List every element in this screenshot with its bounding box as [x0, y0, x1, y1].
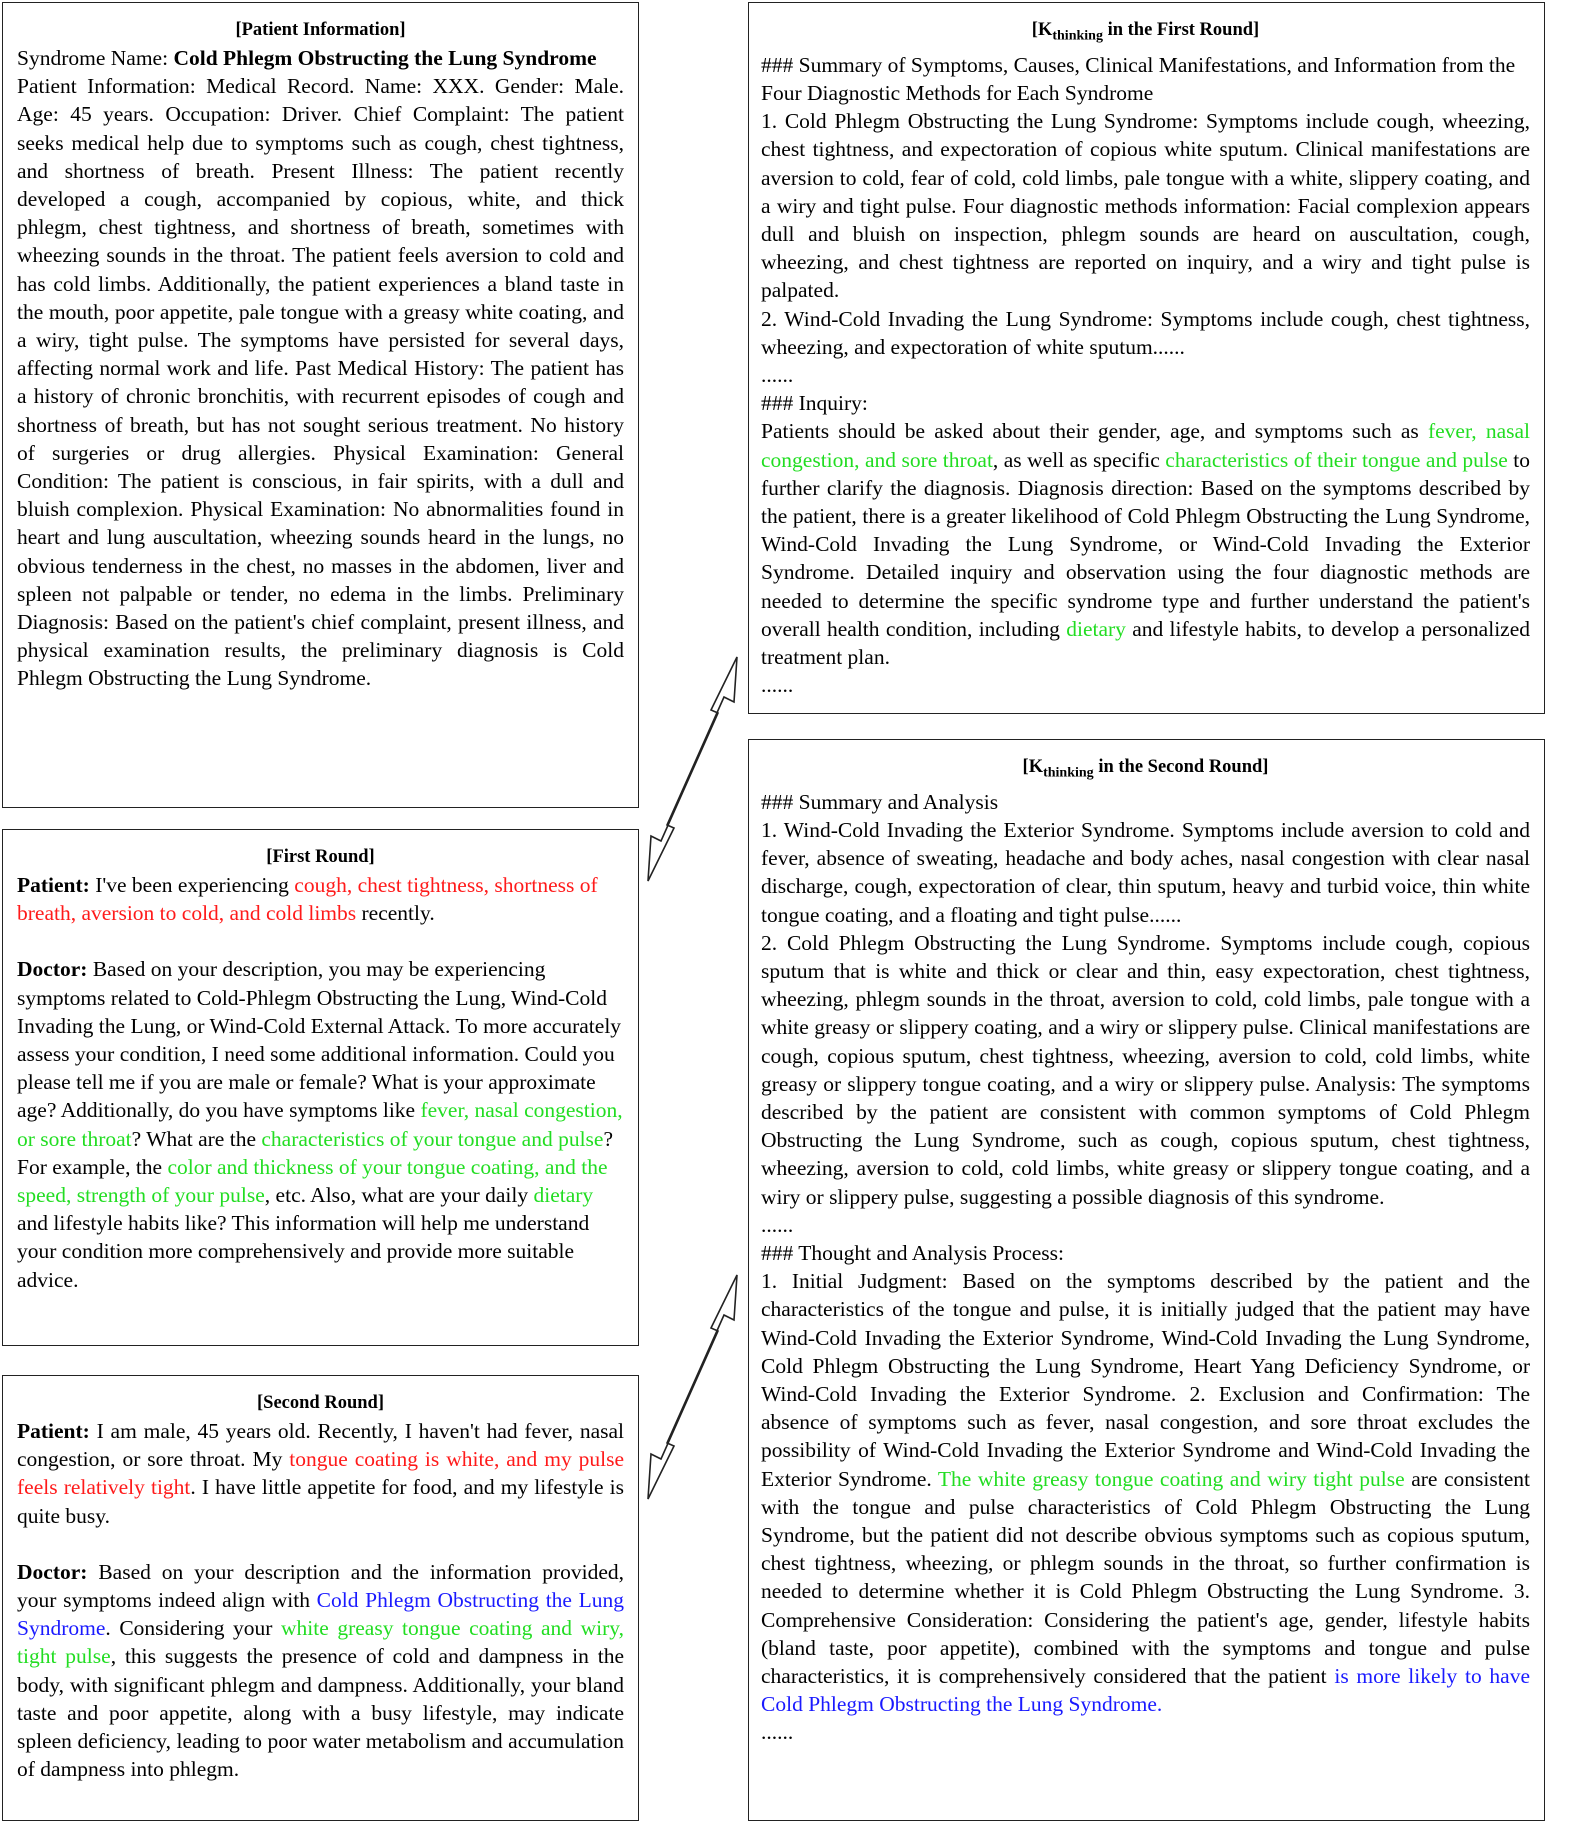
patient-text: . I have little appetite for food, and my lifestyle is quite busy. — [17, 1475, 625, 1528]
inquiry-text: and lifestyle habits, to develop a personalized treatment plan. — [761, 616, 1530, 669]
doctor-text: , this suggests the presence of cold and dampness in the body, with significant phlegm and dampness. Additionally, your bland taste and poor appetite, along with a busy lifestyle, may indicate spleen deficiency, leading to poor water metabolism and accumulation of dampness into phlegm. — [17, 1644, 624, 1782]
doctor-diagnosis-highlight: Cold Phlegm Obstructing the Lung Syndrome — [17, 1588, 625, 1641]
k2-syndrome-item-1: 1. Wind-Cold Invading the Exterior Syndrome. Symptoms include aversion to cold and fever, absence of sweating, headache and body aches, nasal congestion with clear nasal discharge, cough, expectoration of clear, thin sputum, heavy and turbid voice, thin white tongue coating, and a floating and tight pulse...... — [761, 817, 1530, 927]
k2-summary-heading: ### Summary and Analysis — [761, 789, 999, 814]
patient-record-text: Patient Information: Medical Record. Name: XXX. Gender: Male. Age: 45 years. Occupation: Driver. Chief Complaint: The patient seeks medical help due to symptoms such as cough, chest tightness, and shortness of breath. Present Illness: The patient recently developed a cough, accompanied by copious, white, and thick phlegm, chest tightness, and shortness of breath, sometimes with wheezing sounds in the throat. The patient feels aversion to cold and has cold limbs. Additionally, the patient experiences a bland taste in the mouth, poor appetite, pale tongue with a greasy white coating, and a wiry, tight pulse. The symptoms have persisted for several days, affecting normal work and life. Past Medical History: The patient has a history of chronic bronchitis, with recurrent episodes of cough and shortness of breath, but has not sought serious treatment. No history of surgeries or drug allergies. Physical Examination: General Condition: The patient is conscious, in fair spirits, with a dull and bluish complexion. Physical Examination: No abnormalities found in heart and lung auscultation, wheezing sounds heard in the lungs, no obvious tenderness in the chest, no masses in the abdomen, liver and spleen not palpable or tender, no edema in the limbs. Preliminary Diagnosis: Based on the patient's chief complaint, present illness, and physical examination results, the preliminary diagnosis is Cold Phlegm Obstructing the Lung Syndrome. — [17, 74, 624, 691]
doctor-label: Doctor: — [17, 957, 88, 982]
k2-ellipsis: ...... — [761, 1212, 794, 1237]
inquiry-highlight: fever, nasal congestion, and sore throat — [761, 419, 1530, 472]
syndrome-name-value: Cold Phlegm Obstructing the Lung Syndrome — [173, 46, 597, 70]
k1-syndrome-item-1: 1. Cold Phlegm Obstructing the Lung Syndrome: Symptoms include cough, wheezing, chest tightness, and expectoration of copious white sputum. Clinical manifestations are aversion to cold, fear of cold, cold limbs, pale tongue with a white, slippery coating, and a wiry and tight pulse. Four diagnostic methods information: Facial complexion appears dull and bluish on inspection, phlegm sounds are heard on auscultation, cough, wheezing, and chest tightness are reported on inquiry, and a wiry and tight pulse is palpated. — [761, 109, 1530, 303]
patient-text: I've been experiencing — [95, 873, 289, 897]
first-round-title: [First Round] — [266, 847, 375, 867]
arrow-second-round-to-k2 — [648, 1275, 737, 1499]
patient-information-title: [Patient Information] — [235, 20, 406, 40]
patient-label: Patient: — [17, 1419, 90, 1443]
inquiry-text: to further clarify the diagnosis. Diagnosis direction: Based on the symptoms described by the patient, there is a greater likelihood of Cold Phlegm Obstructing the Lung Syndrome, Wind-Cold Invading the Lung Syndrome, or Wind-Cold Invading the Exterior Syndrome. Detailed inquiry and observation using the four diagnostic methods are needed to determine the specific syndrome type and further understand the patient's overall health condition, including — [761, 447, 1531, 641]
patient-text: recently. — [361, 901, 435, 926]
patient-text: I am male, 45 years old. Recently, I haven't had fever, nasal congestion, or sore throat. My — [17, 1419, 625, 1472]
k1-ellipsis: ...... — [761, 362, 794, 387]
thought-conclusion-highlight: is more likely to have Cold Phlegm Obstructing the Lung Syndrome. — [761, 1663, 1531, 1717]
patient-tongue-pulse-highlight: tongue coating is white, and my pulse feels relatively tight — [17, 1447, 624, 1500]
title-text: in the First Round] — [1102, 20, 1260, 40]
arrow-first-round-to-k1 — [648, 657, 737, 881]
thought-evidence-highlight: The white greasy tongue coating and wiry tight pulse — [937, 1466, 1405, 1491]
inquiry-highlight: characteristics of their tongue and pulse — [1165, 447, 1508, 472]
doctor-label: Doctor: — [17, 1559, 88, 1584]
inquiry-text: Patients should be asked about their gender, age, and symptoms such as — [761, 419, 1419, 444]
k1-summary-heading: ### Summary of Symptoms, Causes, Clinical Manifestations, and Information from the Four Diagnostic Methods for Each Syndrome — [761, 52, 1516, 105]
doctor-text: and lifestyle habits like? This information will help me understand your condition more comprehensively and provide more suitable advice. — [17, 1211, 590, 1292]
k2-ellipsis: ...... — [761, 1720, 794, 1745]
title-subscript: thinking — [1043, 765, 1094, 781]
doctor-text: ? What are the — [131, 1126, 256, 1151]
second-round-title: [Second Round] — [257, 1393, 384, 1413]
patient-label: Patient: — [17, 873, 90, 897]
doctor-query-highlight: dietary — [533, 1183, 594, 1208]
doctor-text: ? For example, the — [17, 1126, 614, 1179]
patient-symptoms-highlight: cough, chest tightness, shortness of breath, aversion to cold, and cold limbs — [17, 873, 598, 926]
doctor-query-highlight: characteristics of your tongue and pulse — [261, 1126, 604, 1151]
inquiry-highlight: dietary — [1066, 616, 1126, 641]
inquiry-text: , as well as specific — [992, 447, 1160, 472]
syndrome-name-label: Syndrome Name: — [17, 46, 169, 70]
title-text: in the Second Round] — [1093, 757, 1269, 777]
thought-text: are consistent with the tongue and pulse characteristics of Cold Phlegm Obstructing the Lung Syndrome, but the patient did not describe obvious symptoms such as copious sputum, chest tightness, wheezing, or phlegm sounds in the throat, so further confirmation is needed to determine whether it is Cold Phlegm Obstructing the Lung Syndrome. 3. Comprehensive Consideration: Considering the patient's age, gender, lifestyle habits (bland taste, poor appetite), combined with the symptoms and tongue and pulse characteristics, it is comprehensively considered that the patient — [761, 1466, 1530, 1688]
title-text: [K — [1031, 20, 1053, 40]
k1-syndrome-item-2: 2. Wind-Cold Invading the Lung Syndrome: Symptoms include cough, chest tightness, wheezing, and expectoration of white sputum...... — [761, 306, 1530, 359]
doctor-query-highlight: color and thickness of your tongue coating, and the speed, strength of your pulse — [17, 1154, 608, 1208]
k1-inquiry-heading: ### Inquiry: — [761, 391, 868, 416]
thought-text: 1. Initial Judgment: Based on the symptoms described by the patient and the characteristics of the tongue and pulse, it is initially judged that the patient may have Wind-Cold Invading the Exterior Syndrome, Wind-Cold Invading the Lung Syndrome, Cold Phlegm Obstructing the Lung Syndrome, Heart Yang Deficiency Syndrome, or Wind-Cold Invading the Exterior Syndrome. 2. Exclusion and Confirmation: The absence of symptoms such as fever, nasal congestion, and sore throat excludes the possibility of Wind-Cold Invading the Exterior Syndrome and Wind-Cold Invading the Exterior Syndrome. — [761, 1269, 1530, 1491]
k2-thought-heading: ### Thought and Analysis Process: — [761, 1240, 1064, 1265]
doctor-text: . Considering your — [105, 1616, 273, 1641]
doctor-text: Based on your description and the information provided, your symptoms indeed align with — [17, 1559, 624, 1613]
doctor-text: , etc. Also, what are your daily — [264, 1183, 529, 1208]
k2-syndrome-item-2: 2. Cold Phlegm Obstructing the Lung Syndrome. Symptoms include cough, copious sputum that is white and thick or clear and thin, easy expectoration, chest tightness, wheezing, phlegm sounds in the throat, aversion to cold, cold limbs, pale tongue with a white greasy or slippery coating, and a wiry or slippery pulse. Clinical manifestations are cough, copious sputum, chest tightness, wheezing, aversion to cold, cold limbs, white greasy or slippery tongue coating, and a wiry or slippery pulse. Analysis: The symptoms described by the patient are consistent with common symptoms of Cold Phlegm Obstructing the Lung Syndrome, such as cough, copious sputum, chest tightness, wheezing, aversion to cold, cold limbs, white greasy or slippery tongue coating, and a wiry or slippery pulse, suggesting a possible diagnosis of this syndrome. — [761, 930, 1530, 1209]
title-text: [K — [1022, 757, 1044, 777]
title-subscript: thinking — [1052, 28, 1103, 44]
doctor-evidence-highlight: white greasy tongue coating and wiry, tight pulse — [17, 1616, 624, 1669]
k1-ellipsis: ...... — [761, 673, 794, 698]
doctor-query-highlight: fever, nasal congestion, or sore throat — [17, 1098, 623, 1151]
doctor-text: Based on your description, you may be experiencing symptoms related to Cold-Phlegm Obstructing the Lung, Wind-Cold Invading the Lung, or Wind-Cold External Attack. To more accurately assess your condition, I need some additional information. Could you please tell me if you are male or female? What is your approximate age? Additionally, do you have symptoms like — [17, 957, 622, 1123]
